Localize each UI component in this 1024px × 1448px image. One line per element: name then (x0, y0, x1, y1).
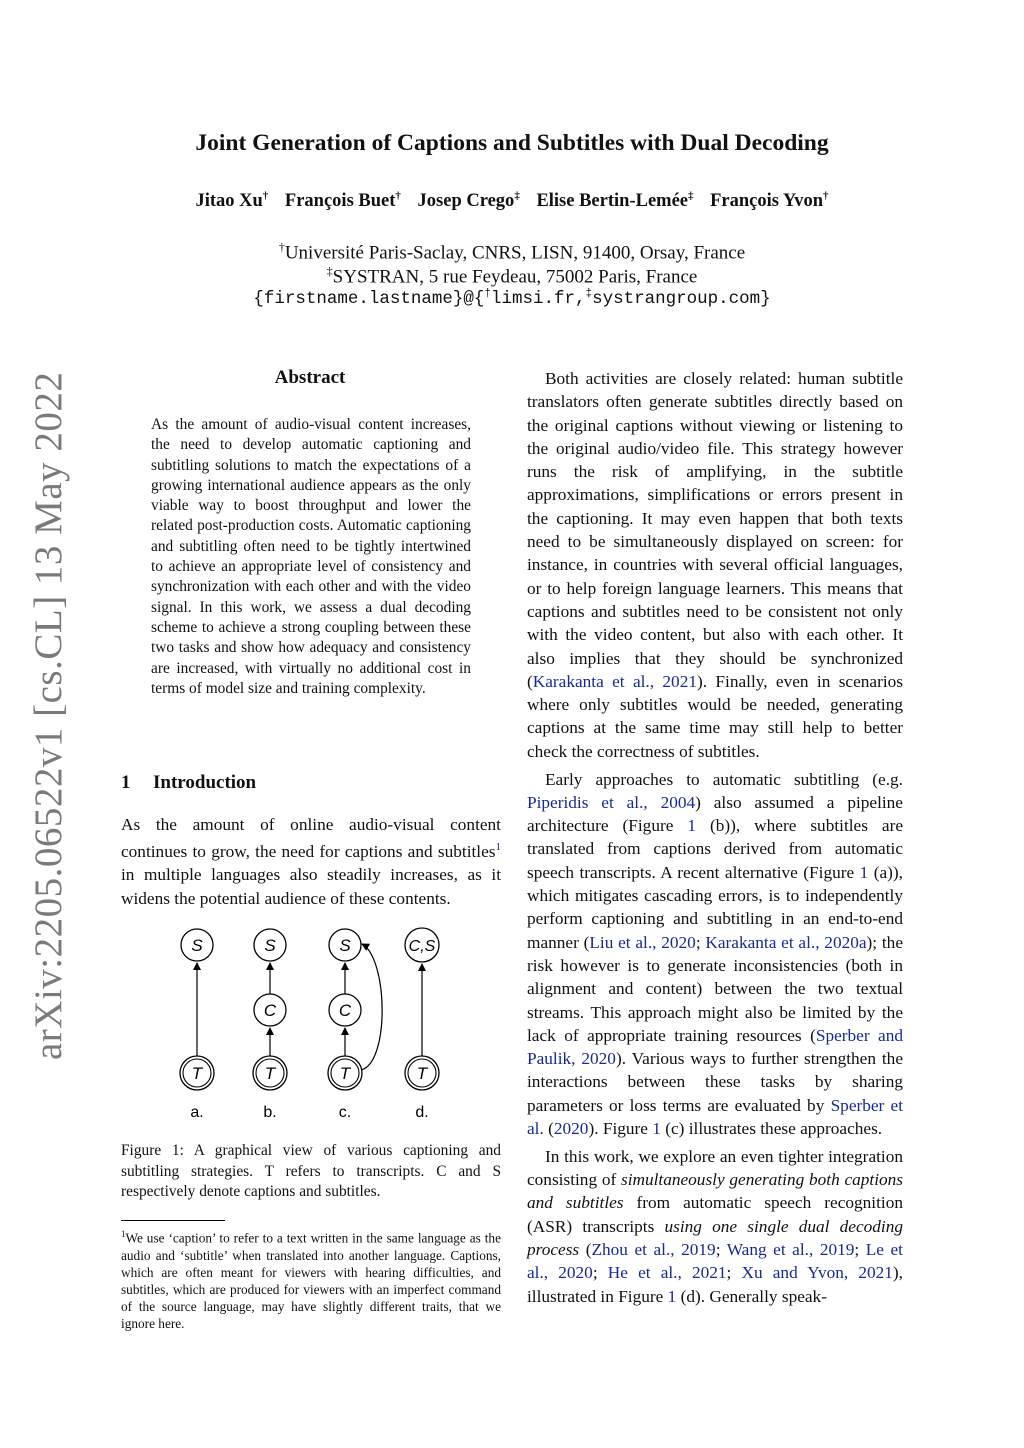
section-heading: 1 Introduction (121, 772, 257, 793)
citation-link[interactable]: Karakanta et al., 2020a (705, 932, 867, 952)
node-C-label: C (338, 1001, 352, 1020)
node-CS-label: C,S (408, 938, 436, 955)
figure-ref-link[interactable]: 1 (687, 816, 696, 836)
footnote-link[interactable]: 1 (495, 841, 501, 854)
paragraph: In this work, we explore an even tighter integration consisting of simultaneously generating both captions and subtitles from automatic speech recognition (ASR) transcripts using one single dual decoding process (Zhou et al., 2019; Wang et al., 2019; Le et al., 2020; He et al., 2021; Xu and Yvon, 2021), illustrated in Figure 1 (d). Generally speak- (527, 1146, 904, 1306)
affiliation: †Université Paris-Saclay, CNRS, LISN, 91400, Orsay, France (278, 240, 746, 264)
figure-1-diagram (150, 918, 480, 1128)
citation-link[interactable]: Karakanta et al., 2021 (532, 671, 697, 691)
node-S-label: S (191, 936, 203, 955)
abstract-heading: Abstract (274, 367, 346, 388)
citation-link[interactable]: Wang et al., 2019 (726, 1239, 855, 1259)
author: Jitao Xu† (195, 190, 269, 212)
figure-ref-link[interactable]: 1 (667, 1286, 677, 1306)
paragraph: Early approaches to automatic subtitling (e.g. Piperidis et al., 2004) also assumed a pipeline architecture (Figure 1 (b)), where subtitles are translated from captions derived from automatic speech transcripts. A recent alternative (Figure 1 (a)), which mitigates cascading errors, is to independently perform captioning and subtitling in an end-to-end manner (Liu et al., 2020; Karakanta et al., 2020a); the risk however is to generate inconsistencies (both in alignment and content) between the two textual streams. This approach might also be limited by the lack of appropriate training resources (Sperber and Paulik, 2020). Various ways to further strengthen the interactions between these tasks by sharing parameters or loss terms are evaluated by Sperber et al. (2020). Figure 1 (c) illustrates these approaches. (527, 769, 903, 1138)
figure-caption: Figure 1: A graphical view of various captioning and subtitling strategies. T refers to transcripts. C and S respectively denote captions and subtitles. (121, 1142, 501, 1200)
column-label: a. (190, 1104, 204, 1121)
column-label: d. (415, 1104, 429, 1121)
column-label: c. (338, 1104, 352, 1121)
author-email: {firstname.lastname}@{†limsi.fr,‡systrangroup.com} (253, 288, 771, 309)
arxiv-stamp: arXiv:2205.06522v1 [cs.CL] 13 May 2022 (27, 371, 70, 1060)
figure-ref-link[interactable]: 1 (859, 862, 869, 882)
author: Josep Crego‡ (417, 190, 520, 212)
citation-link[interactable]: Le et al., 2020 (527, 1239, 903, 1283)
affiliation: ‡SYSTRAN, 5 rue Feydeau, 75002 Paris, France (326, 264, 698, 288)
paragraph: Both activities are closely related: human subtitle translators often generate subtitles directly based on the original captions without viewing or listening to the original audio/video file. This strategy however runs the risk of amplifying, in the subtitle approximations, simplifications or errors present in the captioning. It may even happen that both texts need to be simultaneously displayed on screen: for instance, in countries with several official languages, or to help foreign language learners. This means that captions and subtitles need to be consistent not only with the video content, but also with each other. It also implies that they should be synchronized (Karakanta et al., 2021). Finally, even in scenarios where only subtitles would be needed, generating captions at the same time may still help to better check the correctness of subtitles. (527, 369, 904, 761)
abstract-text: As the amount of audio-visual content increases, the need to develop automatic captioning and subtitling solutions to match the expectations of a growing international audience appears as the only viable way to boost throughput and lower the related post-production costs. Automatic captioning and subtitling often need to be tightly intertwined to achieve an appropriate level of consistency and synchronization with each other and with the video signal. In this work, we assess a dual decoding scheme to achieve a strong coupling between these two tasks and show how adequacy and consistency are increased, with virtually no additional cost in terms of model size and training complexity. (151, 416, 471, 697)
node-C-label: C (263, 1001, 277, 1020)
footnote: $^1$We use ‘caption’ to refer to a text written in the same language as the audio and ‘subtitle’ when translated into another language. Captions, which are often meant for viewers with hearing difficulties, and subtitles, which are produced for viewers with an imperfect command of the source language, may have slightly different traits, that we ignore here. (121, 1229, 501, 1332)
edge-curved (361, 944, 382, 1070)
citation-link[interactable]: Zhou et al., 2019 (591, 1239, 716, 1259)
citation-link[interactable]: Liu et al., 2020 (589, 932, 696, 952)
author: François Buet† (284, 190, 401, 212)
author-list (0, 190, 1024, 212)
intro-paragraph: As the amount of online audio-visual content continues to grow, the need for captions and subtitles$^1$ in multiple languages also steadily increases, as it widens the potential audience of these contents. (121, 815, 501, 908)
footnote-rule (121, 1220, 225, 1221)
citation-link[interactable]: Sperber et al. (527, 1095, 903, 1138)
citation-link[interactable]: 2020 (553, 1119, 589, 1138)
right-column (527, 367, 903, 1312)
node-T-label: T (264, 1064, 276, 1083)
node-S-label: S (264, 936, 276, 955)
node-T-label: T (339, 1064, 351, 1083)
citation-link[interactable]: Piperidis et al., 2004 (527, 792, 696, 812)
node-T-label: T (191, 1064, 203, 1083)
citation-link[interactable]: Sperber and Paulik, 2020 (527, 1025, 903, 1069)
figure-ref-link[interactable]: 1 (652, 1119, 661, 1138)
author: François Yvon† (710, 190, 829, 212)
node-S-label: S (339, 936, 351, 955)
author: Elise Bertin-Lemée‡ (536, 190, 694, 212)
column-label: b. (263, 1104, 277, 1121)
paper-title: Joint Generation of Captions and Subtitles with Dual Decoding (195, 130, 829, 156)
node-T-label: T (416, 1064, 428, 1083)
citation-link[interactable]: He et al., 2021 (607, 1263, 727, 1283)
citation-link[interactable]: Xu and Yvon, 2021 (741, 1263, 893, 1283)
